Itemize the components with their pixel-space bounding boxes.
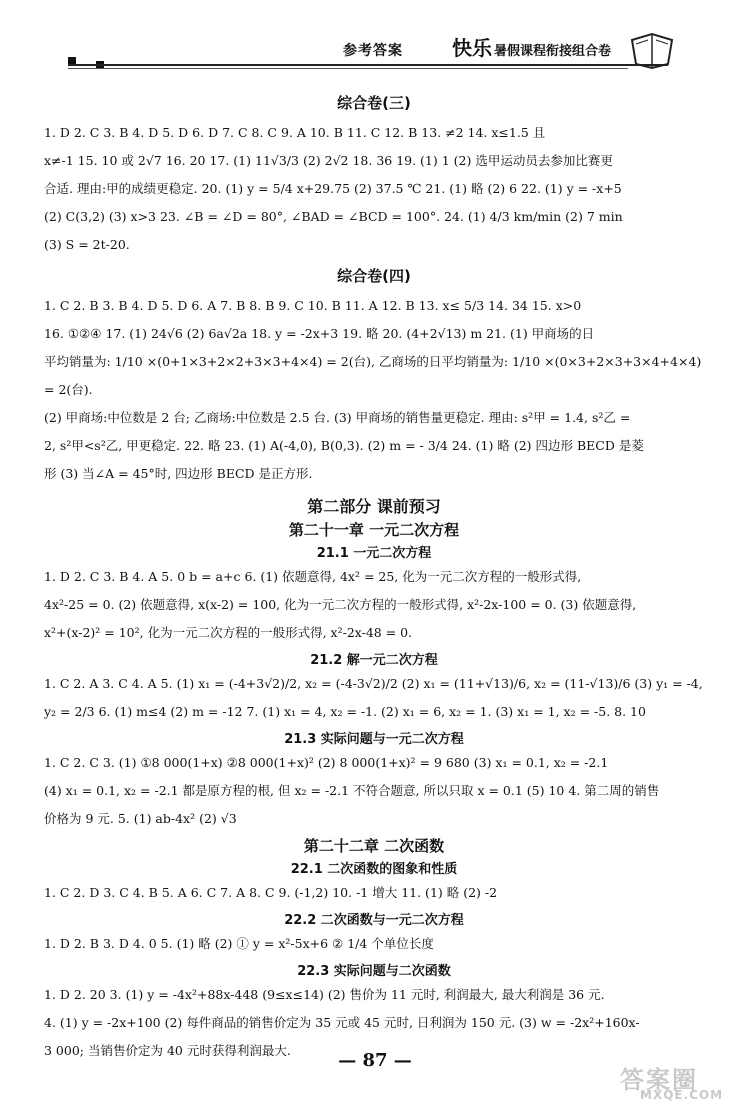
answer-line: 1. D 2. 20 3. (1) y = -4x²+88x-448 (9≤x≤14) (2) 售价为 11 元时, 利润最大, 最大利润是 36 元.: [44, 987, 605, 1002]
chapter-heading: 第二十二章 二次函数: [303, 837, 445, 855]
chapter-heading: 第二十一章 一元二次方程: [288, 521, 460, 539]
answer-paragraph: [44, 292, 704, 488]
section-subheading: 22.1 二次函数的图象和性质: [290, 862, 458, 877]
answer-line: 16. ①②④ 17. (1) 24√6 (2) 6a√2a 18. y = -2x+3 19. 略 20. (4+2√13) m 21. (1) 甲商场的日: [44, 326, 595, 341]
header-rule: [68, 64, 668, 66]
answer-paragraph: [44, 670, 704, 726]
section-subheading: 21.3 实际问题与一元二次方程: [284, 732, 464, 747]
watermark-logo-text: 答案圈: [620, 1066, 698, 1094]
watermark: [614, 1060, 744, 1102]
section-subheading: 22.2 二次函数与一元二次方程: [284, 913, 464, 928]
answer-line: (2) C(3,2) (3) x>3 23. ∠B = ∠D = 80°, ∠BAD = ∠BCD = 100°. 24. (1) 4/3 km/min (2) 7 min: [44, 209, 623, 224]
section-heading: 综合卷(四): [337, 267, 411, 285]
answer-paragraph: [44, 879, 704, 907]
answer-line: 2, s²甲<s²乙, 甲更稳定. 22. 略 23. (1) A(-4,0), B(0,3). (2) m = - 3/4 24. (1) 略 (2) 四边形 BECD 是菱: [44, 438, 644, 453]
answer-paragraph: [44, 563, 704, 647]
book-icon: [628, 30, 676, 70]
watermark-url: MXQE.COM: [640, 1088, 724, 1102]
answer-line: (2) 甲商场:中位数是 2 台; 乙商场:中位数是 2.5 台. (3) 甲商场的销售量更稳定. 理由: s²甲 = 1.4, s²乙 =: [44, 410, 631, 425]
answer-line: 1. C 2. A 3. C 4. A 5. (1) x₁ = (-4+3√2)/2, x₂ = (-4-3√2)/2 (2) x₁ = (11+√13)/6, x₂ = (11-√13)/6 (3) y₁ = -4,: [44, 676, 703, 691]
answer-paragraph: [44, 119, 704, 259]
answer-line: 1. C 2. C 3. (1) ①8 000(1+x) ②8 000(1+x)² (2) 8 000(1+x)² = 9 680 (3) x₁ = 0.1, x₂ = -2.1: [44, 755, 609, 770]
answer-paragraph: [44, 749, 704, 833]
section-subheading: 21.2 解一元二次方程: [310, 653, 438, 668]
answer-line: x²+(x-2)² = 10², 化为一元二次方程的一般形式得, x²-2x-48 = 0.: [44, 625, 413, 640]
answer-line: 4x²-25 = 0. (2) 依题意得, x(x-2) = 100, 化为一元二次方程的一般形式得, x²-2x-100 = 0. (3) 依题意得,: [44, 597, 637, 612]
answer-line: 合适. 理由:甲的成绩更稳定. 20. (1) y = 5/4 x+29.75 (2) 37.5 ℃ 21. (1) 略 (2) 6 22. (1) y = -x+5: [44, 181, 622, 196]
answer-line: x≠-1 15. 10 或 2√7 16. 20 17. (1) 11√3/3 (2) 2√2 18. 36 19. (1) 1 (2) 选甲运动员去参加比赛更: [44, 153, 613, 168]
page-number: — 87 —: [338, 1050, 412, 1071]
header-subtitle: 暑假课程衔接组合卷: [494, 44, 612, 59]
answer-content: [44, 86, 704, 1065]
answer-line: 价格为 9 元. 5. (1) ab-4x² (2) √3: [44, 811, 237, 826]
answer-line: y₂ = 2/3 6. (1) m≤4 (2) m = -12 7. (1) x₁ = 4, x₂ = -1. (2) x₁ = 6, x₂ = 1. (3) x₁ = 1, x₂ = -5. 8. 10: [44, 704, 646, 719]
answer-line: 1. C 2. B 3. B 4. D 5. D 6. A 7. B 8. B 9. C 10. B 11. A 12. B 13. x≤ 5/3 14. 34 15. x>0: [44, 298, 582, 313]
header-brand: 快乐: [452, 36, 492, 60]
answer-line: 1. D 2. C 3. B 4. A 5. 0 b = a+c 6. (1) 依题意得, 4x² = 25, 化为一元二次方程的一般形式得,: [44, 569, 582, 584]
answer-line: 平均销量为: 1/10 ×(0+1×3+2×2+3×3+4×4) = 2(台), 乙商场的日平均销量为: 1/10 ×(0×3+2×3+3×4+4×4) = 2(台).: [44, 354, 702, 397]
answer-paragraph: [44, 930, 704, 958]
answer-line: 1. C 2. D 3. C 4. B 5. A 6. C 7. A 8. C 9. (-1,2) 10. -1 增大 11. (1) 略 (2) -2: [44, 885, 498, 900]
section-subheading: 22.3 实际问题与二次函数: [297, 964, 451, 979]
answer-line: (4) x₁ = 0.1, x₂ = -2.1 都是原方程的根, 但 x₂ = -2.1 不符合题意, 所以只取 x = 0.1 (5) 10 4. 第二周的销售: [44, 783, 660, 798]
section-subheading: 21.1 一元二次方程: [316, 546, 432, 561]
section-heading: 综合卷(三): [337, 94, 411, 112]
answer-line: 1. D 2. C 3. B 4. D 5. D 6. D 7. C 8. C 9. A 10. B 11. C 12. B 13. ≠2 14. x≤1.5 且: [44, 125, 546, 140]
answer-line: 1. D 2. B 3. D 4. 0 5. (1) 略 (2) ① y = x²-5x+6 ② 1/4 个单位长度: [44, 936, 434, 951]
answer-line: 形 (3) 当∠A = 45°时, 四边形 BECD 是正方形.: [44, 466, 313, 481]
page-header: [0, 0, 750, 90]
answer-line: (3) S = 2t-20.: [44, 237, 130, 252]
answer-line: 4. (1) y = -2x+100 (2) 每件商品的销售价定为 35 元或 45 元时, 日利润为 150 元. (3) w = -2x²+160x-: [44, 1015, 640, 1030]
header-ref-title: 参考答案: [343, 43, 403, 59]
header-rule: [68, 68, 628, 69]
answer-line: 3 000; 当销售价定为 40 元时获得利润最大.: [44, 1043, 291, 1058]
section-heading: 第二部分 课前预习: [307, 497, 441, 516]
